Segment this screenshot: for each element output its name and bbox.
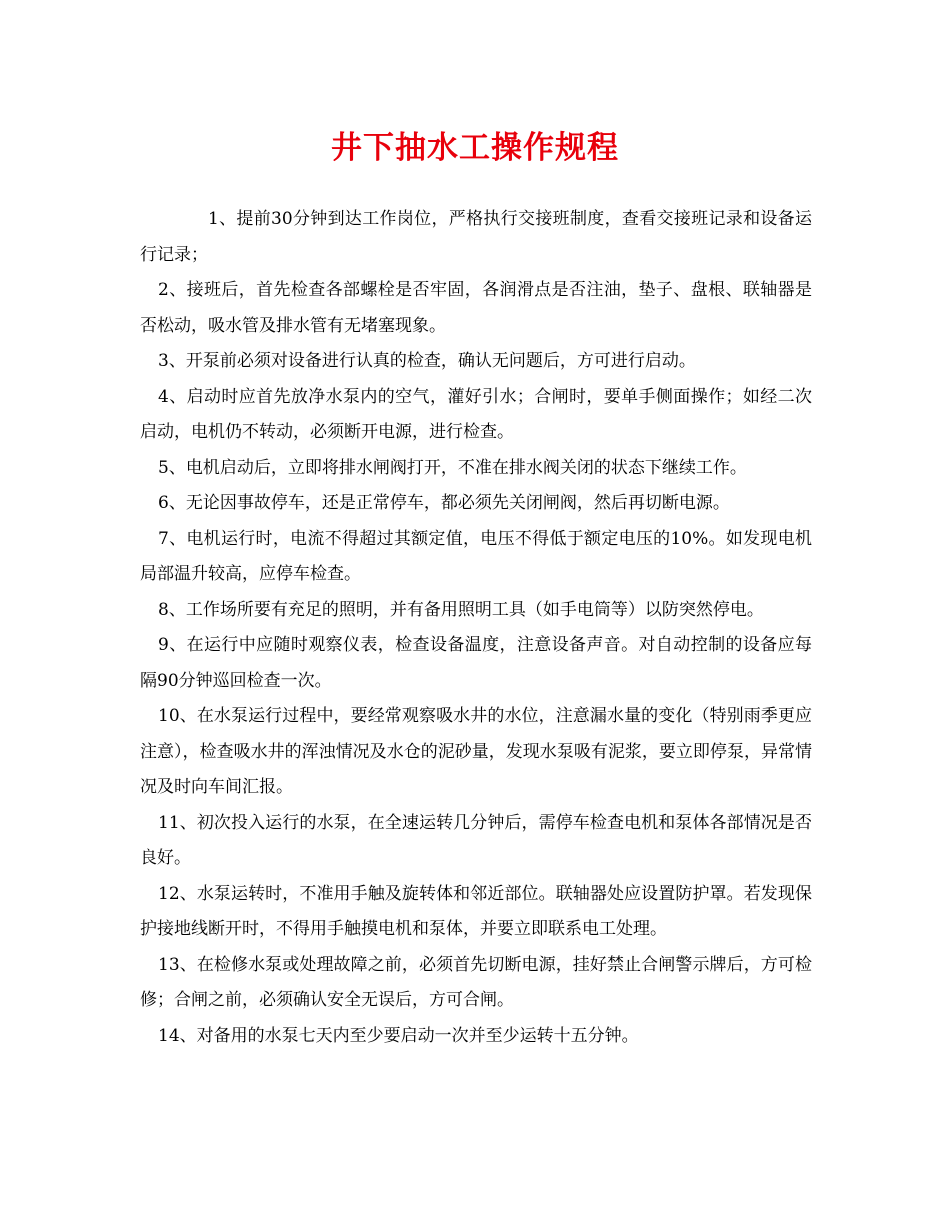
paragraph-10: 10、在水泵运行过程中，要经常观察吸水井的水位，注意漏水量的变化（特别雨季更应注意），检查吸水井的浑浊情况及水仓的泥砂量，发现水泵吸有泥浆，要立即停泵，异常情况及时向车间汇报。	[140, 706, 812, 797]
document-body	[140, 202, 812, 1054]
paragraph-7: 7、电机运行时，电流不得超过其额定值，电压不得低于额定电压的10%。如发现电机局部温升较高，应停车检查。	[140, 528, 812, 584]
document-title: 井下抽水工操作规程	[331, 130, 619, 166]
paragraph-1: 1、提前30分钟到达工作岗位，严格执行交接班制度，查看交接班记录和设备运行记录；	[140, 209, 812, 265]
paragraph-9: 9、在运行中应随时观察仪表，检查设备温度，注意设备声音。对自动控制的设备应每隔90分钟巡回检查一次。	[140, 635, 812, 691]
paragraph-2: 2、接班后，首先检查各部螺栓是否牢固，各润滑点是否注油，垫子、盘根、联轴器是否松动，吸水管及排水管有无堵塞现象。	[140, 280, 812, 336]
paragraph-8: 8、工作场所要有充足的照明，并有备用照明工具（如手电筒等）以防突然停电。	[158, 599, 764, 620]
paragraph-5: 5、电机启动后，立即将排水闸阀打开，不准在排水阀关闭的状态下继续工作。	[158, 457, 747, 478]
paragraph-12: 12、水泵运转时，不准用手触及旋转体和邻近部位。联轴器处应设置防护罩。若发现保护接地线断开时，不得用手触摸电机和泵体，并要立即联系电工处理。	[140, 883, 812, 939]
paragraph-11: 11、初次投入运行的水泵，在全速运转几分钟后，需停车检查电机和泵体各部情况是否良好。	[140, 812, 812, 868]
paragraph-4: 4、启动时应首先放净水泵内的空气，灌好引水；合闸时，要单手侧面操作；如经二次启动，电机仍不转动，必须断开电源，进行检查。	[140, 386, 812, 442]
paragraph-14: 14、对备用的水泵七天内至少要启动一次并至少运转十五分钟。	[158, 1025, 639, 1046]
paragraph-13: 13、在检修水泵或处理故障之前，必须首先切断电源，挂好禁止合闸警示牌后，方可检修；合闸之前，必须确认安全无误后，方可合闸。	[140, 954, 812, 1010]
paragraph-6: 6、无论因事故停车，还是正常停车，都必须先关闭闸阀，然后再切断电源。	[158, 493, 730, 513]
paragraph-3: 3、开泵前必须对设备进行认真的检查，确认无问题后，方可进行启动。	[158, 351, 696, 371]
